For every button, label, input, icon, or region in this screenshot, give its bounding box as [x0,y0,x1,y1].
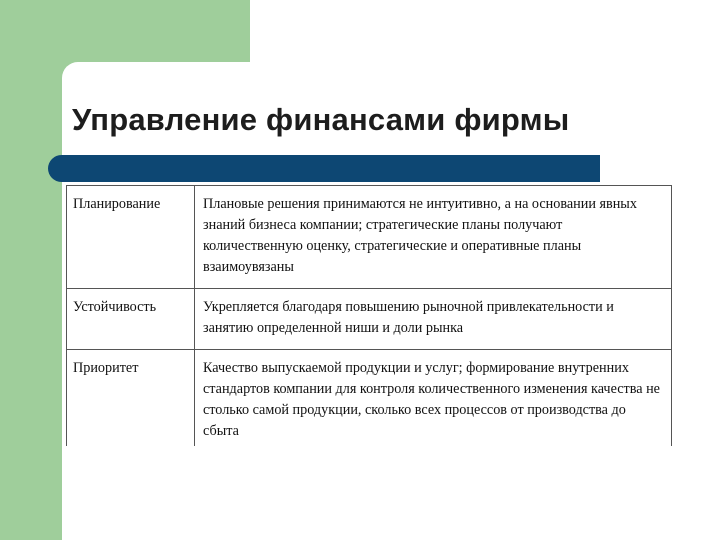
table-row [67,350,672,447]
definitions-table [66,185,672,446]
decorative-green-strip-left [0,0,62,540]
row-description: Качество выпускаемой продукции и услуг; формирование внутренних стандартов компании для контроля количественного изменения качества не столько самой продукции, сколько всех процессов от производства до сбыта [195,350,672,447]
row-term: Планирование [67,186,195,289]
table-row [67,289,672,350]
row-term: Устойчивость [67,289,195,350]
table-row [67,186,672,289]
slide-title: Управление финансами фирмы [72,102,570,137]
row-description: Плановые решения принимаются не интуитивно, а на основании явных знаний бизнеса компании; стратегические планы получают количественную оценку, стратегические и оперативные планы взаимоувязаны [195,186,672,289]
row-description: Укрепляется благодаря повышению рыночной привлекательности и занятию определенной ниши и доли рынка [195,289,672,350]
row-term: Приоритет [67,350,195,447]
title-underline-bar [48,155,600,182]
